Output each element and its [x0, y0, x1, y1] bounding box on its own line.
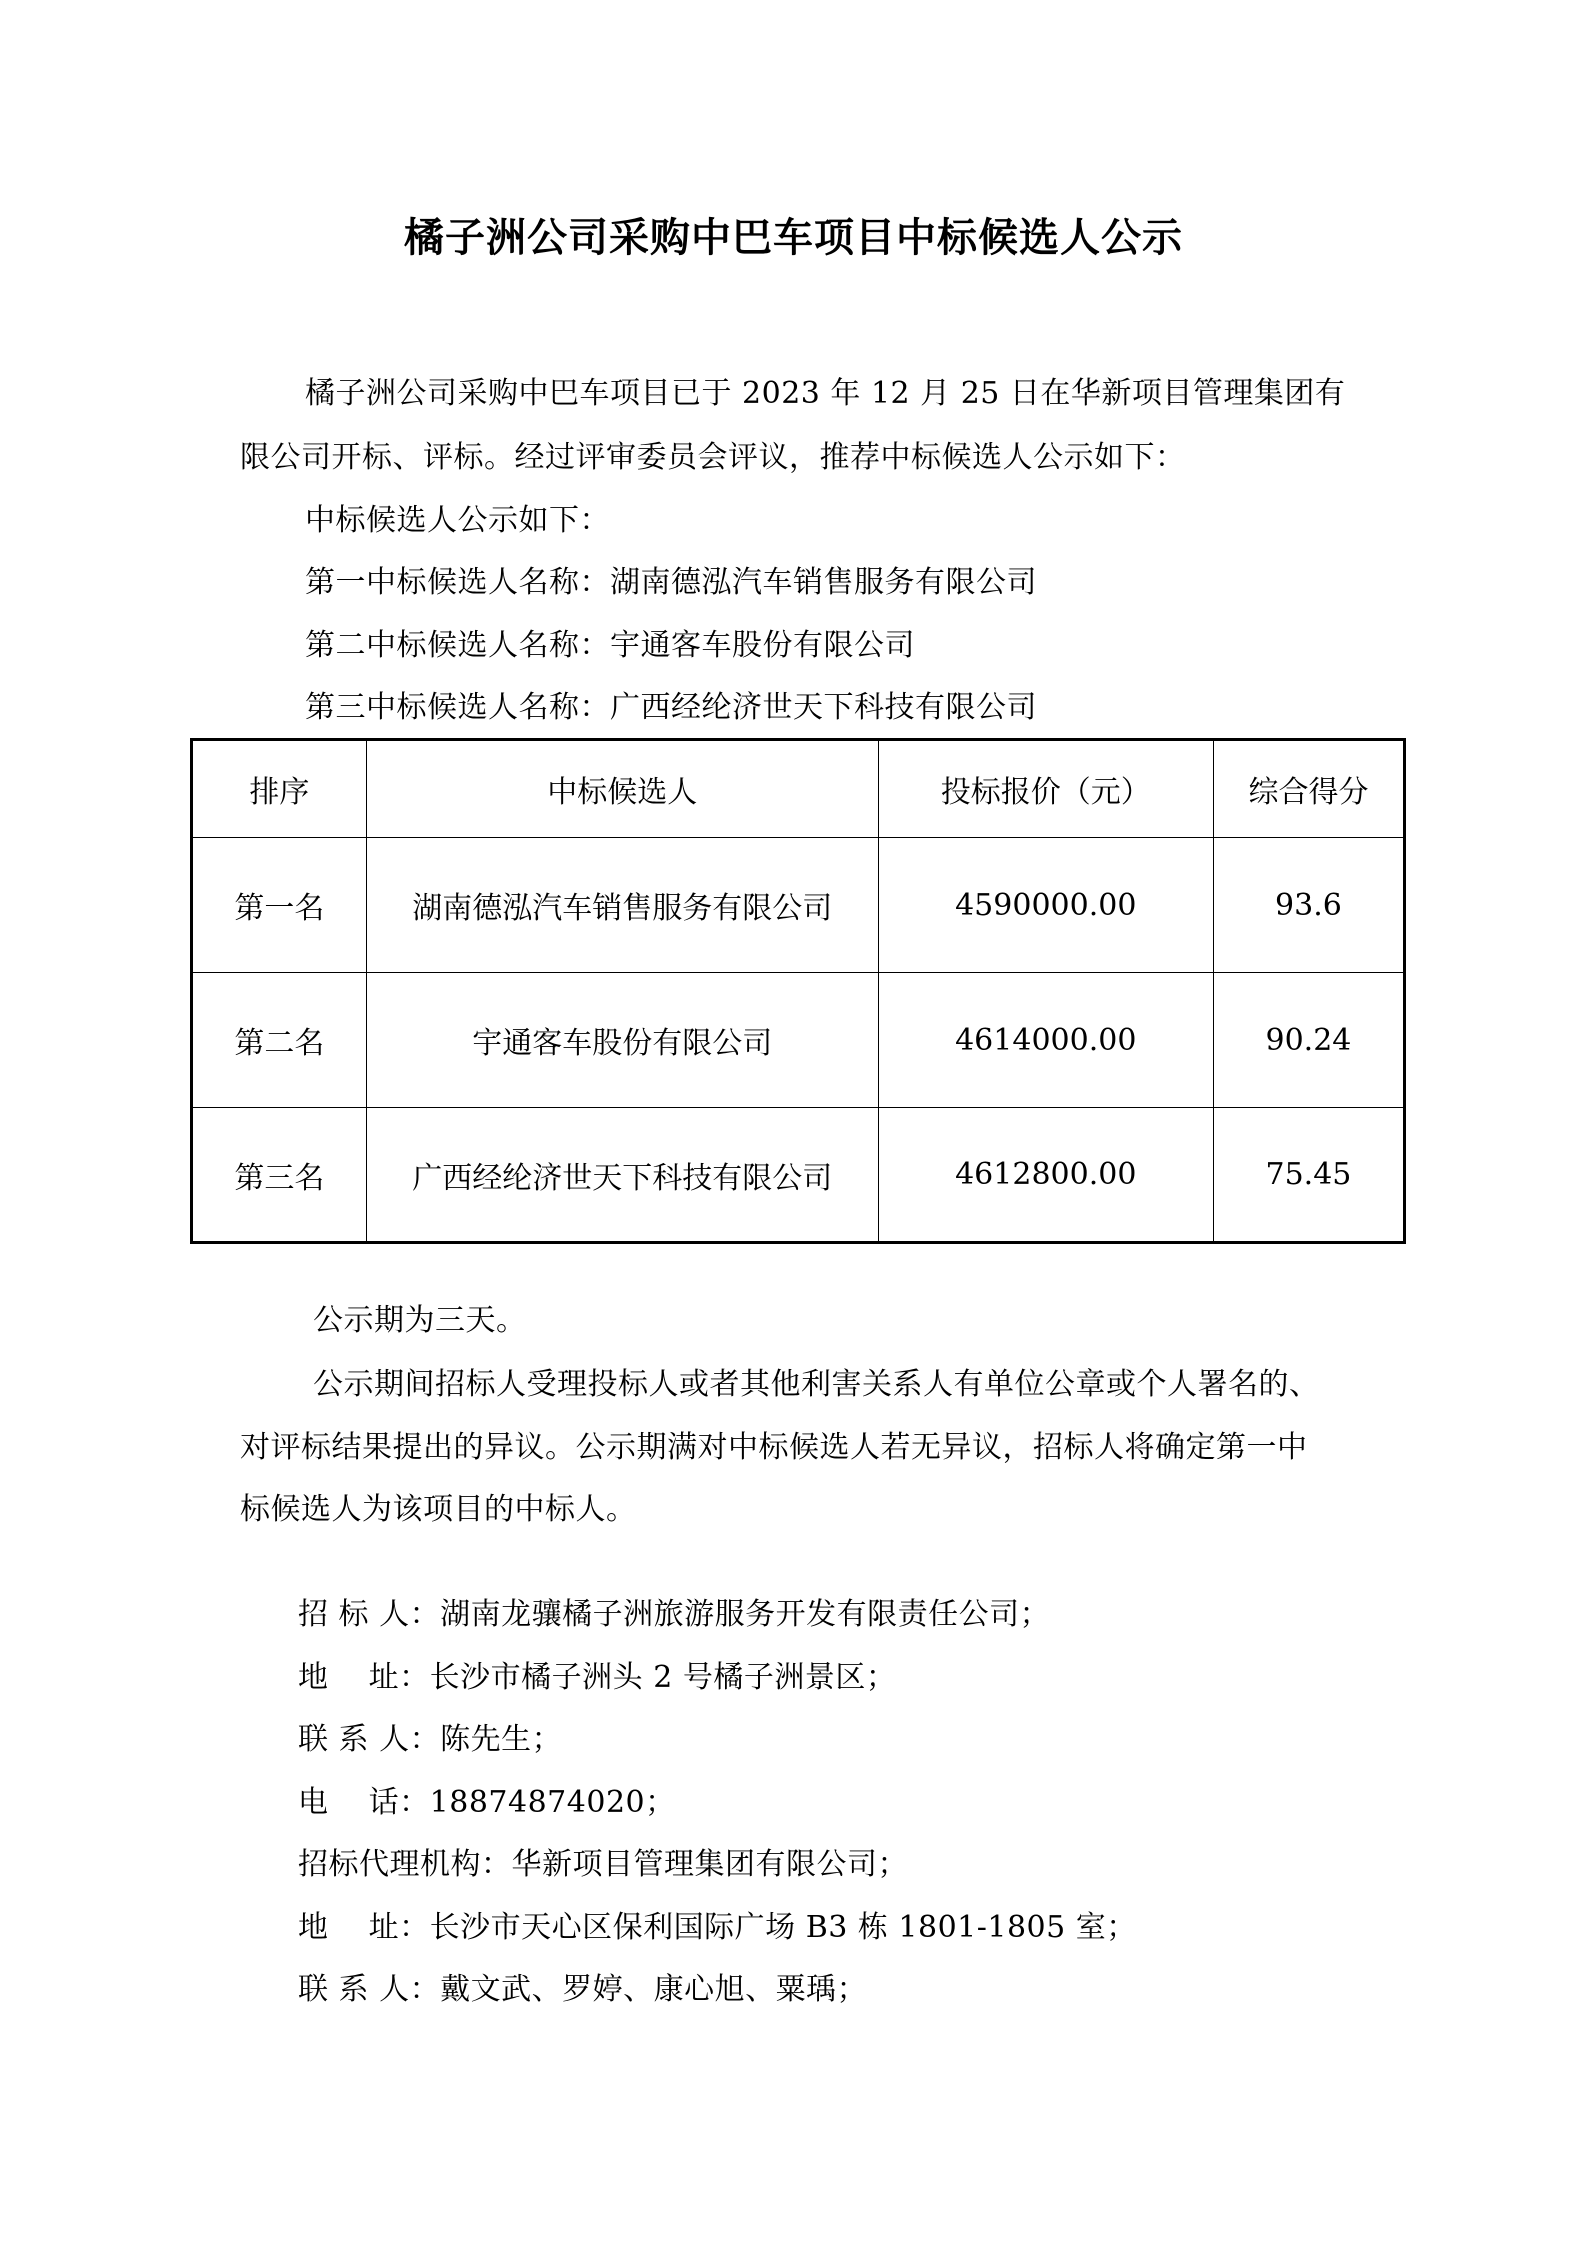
contact-label: 地 址： — [298, 1660, 430, 1695]
candidate-first: 第一中标候选人名称：湖南德泓汽车销售服务有限公司 — [305, 565, 1037, 600]
notice-period-line-3: 对评标结果提出的异议。公示期满对中标候选人若无异议，招标人将确定第一中 — [240, 1430, 1308, 1465]
contact-value: 湖南龙骧橘子洲旅游服务开发有限责任公司； — [440, 1597, 1051, 1632]
cell-rank: 第三名 — [192, 1108, 367, 1243]
cell-candidate: 广西经纶济世天下科技有限公司 — [366, 1108, 878, 1243]
cell-bid-price: 4590000.00 — [878, 838, 1213, 973]
contact-tenderer-person — [298, 1722, 562, 1758]
table-row — [192, 973, 1405, 1108]
contact-label: 联 系 人： — [298, 1722, 441, 1757]
contact-value: 陈先生； — [440, 1722, 563, 1757]
notice-period-line-2: 公示期间招标人受理投标人或者其他利害关系人有单位公章或个人署名的、 — [313, 1367, 1320, 1402]
intro-paragraph-line-2: 限公司开标、评标。经过评审委员会评议，推荐中标候选人公示如下： — [240, 440, 1186, 475]
contact-label: 招标代理机构： — [298, 1847, 512, 1882]
cell-score: 93.6 — [1213, 838, 1404, 973]
contact-label: 联 系 人： — [298, 1972, 441, 2007]
header-score: 综合得分 — [1213, 740, 1404, 838]
header-bid-price: 投标报价（元） — [878, 740, 1213, 838]
table-row — [192, 1108, 1405, 1243]
contact-label: 招 标 人： — [298, 1597, 441, 1632]
document-title: 橘子洲公司采购中巴车项目中标候选人公示 — [404, 215, 1183, 261]
candidate-second: 第二中标候选人名称：宇通客车股份有限公司 — [305, 628, 915, 663]
intro-paragraph-line-3: 中标候选人公示如下： — [305, 503, 610, 538]
table-header-row — [192, 740, 1405, 838]
contact-agency-person — [298, 1972, 867, 2008]
table-row — [192, 838, 1405, 973]
contact-agency-address — [298, 1910, 1137, 1946]
cell-score: 90.24 — [1213, 973, 1404, 1108]
contact-tenderer-address — [298, 1660, 896, 1696]
candidate-third: 第三中标候选人名称：广西经纶济世天下科技有限公司 — [305, 690, 1037, 725]
cell-rank: 第二名 — [192, 973, 367, 1108]
contact-value: 戴文武、罗婷、康心旭、粟瑀； — [440, 1972, 868, 2007]
contact-tenderer-phone — [298, 1785, 676, 1821]
contact-value: 华新项目管理集团有限公司； — [511, 1847, 908, 1882]
cell-candidate: 宇通客车股份有限公司 — [366, 973, 878, 1108]
cell-bid-price: 4612800.00 — [878, 1108, 1213, 1243]
results-table — [190, 738, 1406, 1244]
cell-candidate: 湖南德泓汽车销售服务有限公司 — [366, 838, 878, 973]
notice-period-line-4: 标候选人为该项目的中标人。 — [240, 1492, 637, 1527]
notice-period-line-1: 公示期为三天。 — [313, 1303, 527, 1338]
header-candidate: 中标候选人 — [366, 740, 878, 838]
contact-agency — [298, 1847, 908, 1883]
intro-paragraph-line-1: 橘子洲公司采购中巴车项目已于 2023 年 12 月 25 日在华新项目管理集团有 — [305, 376, 1346, 411]
header-rank: 排序 — [192, 740, 367, 838]
contact-label: 地 址： — [298, 1910, 430, 1945]
contact-value: 18874874020； — [429, 1785, 676, 1820]
cell-rank: 第一名 — [192, 838, 367, 973]
cell-score: 75.45 — [1213, 1108, 1404, 1243]
cell-bid-price: 4614000.00 — [878, 973, 1213, 1108]
contact-label: 电 话： — [298, 1785, 430, 1820]
contact-value: 长沙市天心区保利国际广场 B3 栋 1801-1805 室； — [429, 1910, 1137, 1945]
contact-value: 长沙市橘子洲头 2 号橘子洲景区； — [429, 1660, 897, 1695]
contact-tenderer — [298, 1597, 1050, 1633]
